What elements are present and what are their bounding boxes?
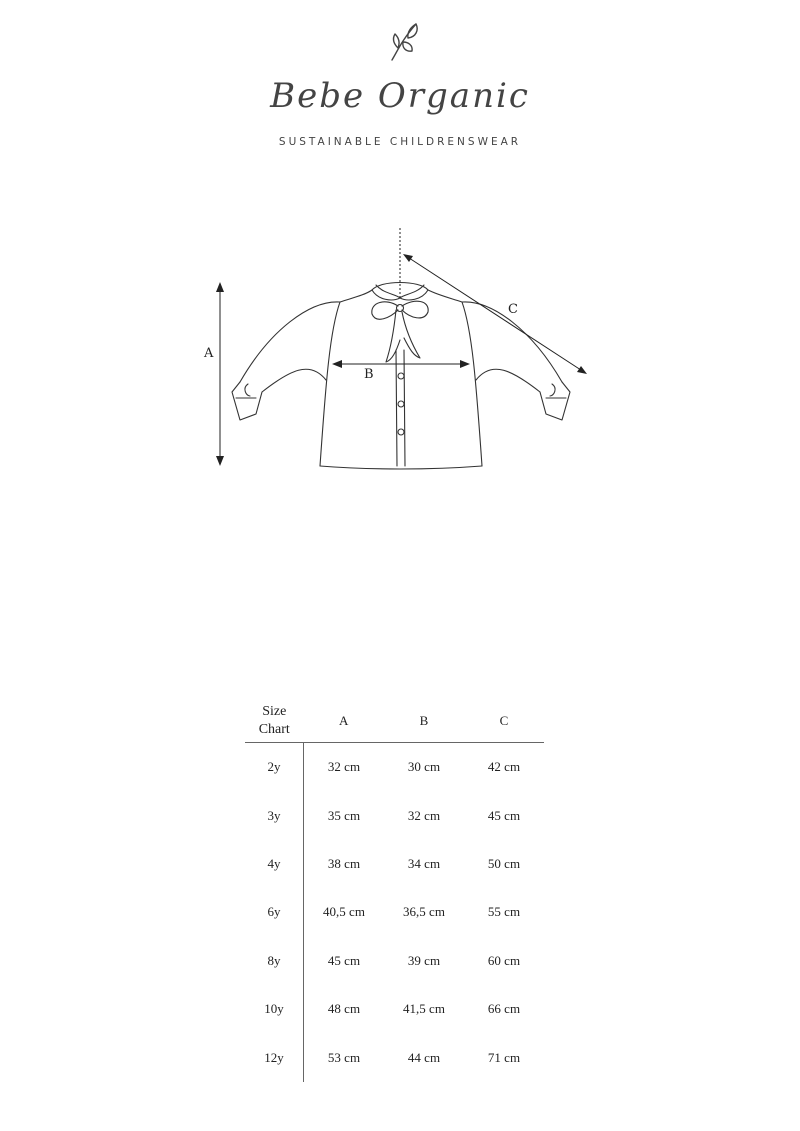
- measure-c-cell: 71 cm: [487, 1049, 521, 1065]
- blouse-with-bow-icon: [195, 222, 605, 482]
- size-chart-title-line1: Size: [262, 704, 287, 719]
- measure-a-cell: 40,5 cm: [304, 888, 385, 936]
- column-header-b: B: [419, 713, 429, 728]
- column-header-c: C: [499, 713, 509, 728]
- size-label: 10y: [264, 1001, 284, 1017]
- measure-a-cell: 53 cm: [304, 1033, 385, 1081]
- measure-b-cell: 30 cm: [407, 759, 441, 775]
- measure-b-cell: 39 cm: [407, 952, 441, 968]
- table-row: [245, 743, 544, 792]
- measure-b-cell: 41,5 cm: [403, 1001, 445, 1017]
- measure-b-cell: 34 cm: [407, 855, 441, 871]
- table-row: [245, 985, 544, 1033]
- measure-c-cell: 66 cm: [487, 1001, 521, 1017]
- measure-label-c: C: [508, 302, 518, 317]
- measure-a-cell: 38 cm: [304, 840, 385, 888]
- column-header-a: A: [339, 713, 349, 728]
- measure-c-cell: 45 cm: [487, 807, 521, 823]
- size-chart-header-row: [245, 700, 544, 743]
- measure-a-cell: 48 cm: [304, 985, 385, 1033]
- size-chart-table: [245, 700, 544, 1082]
- measure-a-cell: 45 cm: [304, 937, 385, 985]
- table-row: [245, 937, 544, 985]
- size-label: 3y: [267, 807, 281, 823]
- size-label: 6y: [267, 904, 281, 920]
- measure-label-a: A: [204, 346, 214, 361]
- table-row: [245, 888, 544, 936]
- measure-c-cell: 55 cm: [487, 904, 521, 920]
- size-label: 4y: [267, 855, 281, 871]
- measure-label-b: B: [364, 367, 374, 382]
- size-chart-title-line2: Chart: [258, 722, 290, 737]
- table-row: [245, 840, 544, 888]
- table-row: [245, 791, 544, 839]
- measure-c-cell: 42 cm: [487, 759, 521, 775]
- table-row: [245, 1033, 544, 1081]
- size-chart-title: [245, 700, 304, 743]
- size-label: 12y: [264, 1049, 284, 1065]
- leaf-sprig-icon: [386, 18, 426, 64]
- measure-c-cell: 50 cm: [487, 855, 521, 871]
- size-label: 8y: [267, 952, 281, 968]
- brand-name: Bebe Organic: [270, 76, 530, 116]
- measure-a-cell: 32 cm: [304, 743, 385, 792]
- measure-a-cell: 35 cm: [304, 791, 385, 839]
- measure-c-cell: 60 cm: [487, 952, 521, 968]
- measure-b-cell: 32 cm: [407, 807, 441, 823]
- measure-b-cell: 44 cm: [407, 1049, 441, 1065]
- size-label: 2y: [267, 759, 281, 775]
- brand-tagline: SUSTAINABLE CHILDRENSWEAR: [278, 136, 522, 148]
- measure-b-cell: 36,5 cm: [403, 904, 445, 920]
